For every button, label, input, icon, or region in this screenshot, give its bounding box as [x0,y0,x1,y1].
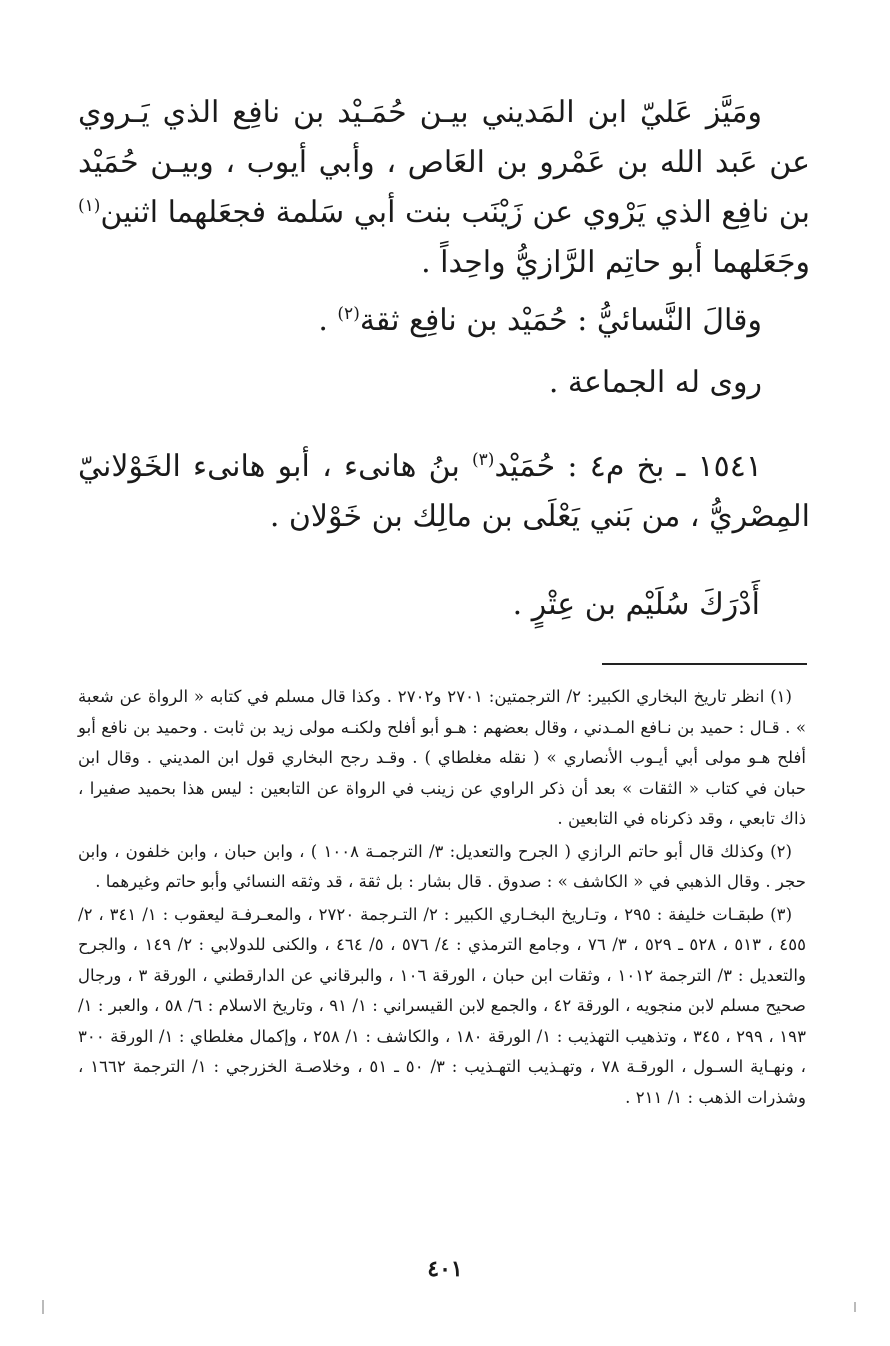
scan-edge-mark [854,1302,856,1312]
footnote-ref-3[interactable]: (٣) [472,450,495,470]
paragraph-text: أَدْرَكَ سُلَيْم بن عِتْرٍ . [512,587,760,622]
main-text [78,88,810,630]
paragraph-distinction [78,88,810,288]
footnote-ref-2[interactable]: (٢) [337,304,360,324]
footnotes-section [78,682,806,1115]
scan-edge-mark [42,1300,44,1314]
footnote-ref-1[interactable]: (١) [78,196,101,216]
paragraph-text-end: . [318,303,338,338]
paragraph-text: وقالَ النَّسائيُّ : حُمَيْد بن نافِع ثقة [359,303,762,338]
paragraph-text: روى له الجماعة . [548,365,762,400]
footnote-divider [602,663,807,665]
footnote-3: (٣) طبقـات خليفة : ٢٩٥ ، وتـاريخ البخـاري الكبير : ٢/ التـرجمة ٢٧٢٠ ، والمعـرفـة ليعقوب : ١/ ٣٤١ ، ٢/ ٤٥٥ ، ٥١٣ ، ٥٢٨ ـ ٥٢٩ ، ٣/ ٧٦ ، وجامع الترمذي : ٤/ ٥٧٦ ، ٥/ ٤٦٤ ، والكنى للدولابي : ٢/ ١٤٩ ، والجرح والتعديل : ٣/ الترجمة ١٠١٢ ، وثقات ابن حبان ، الورقة ١٠٦ ، والبرقاني عن الدارقطني ، الورقة ٣ ، ورجال صحيح مسلم لابن منجويه ، الورقة ٤٢ ، والجمع لابن القيسراني : ١/ ٩١ ، وتاريخ الاسلام : ٦/ ٥٨ ، والعبر : ١/ ١٩٣ ، ٢٩٩ ، ٣٤٥ ، وتذهيب التهذيب : ١/ الورقة ١٨٠ ، والكاشف : ١/ ٢٥٨ ، وإكمال مغلطاي : ١/ الورقة ٣٠٠ ، ونهـاية السـول ، الورقـة ٧٨ ، وتهـذيب التهـذيب : ٣/ ٥٠ ـ ٥١ ، وخلاصـة الخزرجي : ١/ الترجمة ١٦٦٢ ، وشذرات الذهب : ١/ ٢١١ . [78,904,807,1107]
entry-title-end: بنُ هانىء ، أبو هانىء الخَوْلانيّ المِصْريُّ ، من بَني يَعْلَى بن مالِك بن خَوْلان . [78,449,810,534]
footnote-1: (١) انظر تاريخ البخاري الكبير: ٢/ الترجمتين: ٢٧٠١ و٢٧٠٢ . وكذا قال مسلم في كتابه « الرواة عن شعبة » . قـال : حميد بن نـافع المـدني ، وقال بعضهم : هـو أبو أفلح ولكنـه مولى زيد بن ثابت . وحميد بن نافع أبو أفلح هـو مولى أبي أيـوب الأنصاري » ( نقله مغلطاي ) . وقـد رجح البخاري قول ابن المديني . وقال ابن حبان في كتاب « الثقات » بعد أن ذكر الراوي عن زينب في الرواة عن التابعين : ليس هذا بحميد صفيرا ، ذاك تابعي ، وقد ذكرناه في التابعين . [78,687,806,828]
page-number: ٤٠١ [427,1256,463,1282]
paragraph-text: ومَيَّز عَليّ ابن المَديني بيـن حُمَـيْد بن نافِع الذي يَـروي عن عَبد الله بن عَمْرو بن العَاص ، وأبي أيوب ، وبيـن حُمَيْد بن نافِع الذي يَرْوي عن زَيْنَب بنت أبي سَلمة فجعَلهما اثنين [78,95,810,230]
footnote-2: (٢) وكذلك قال أبو حاتم الرازي ( الجرح والتعديل: ٣/ الترجمـة ١٠٠٨ ) ، وابن حبان ، وابن خلفون ، وابن حجر . وقال الذهبي في « الكاشف » : صدوق . قال بشار : بل ثقة ، قد وثقه النسائي وأبو حاتم وغيرهما . [78,841,806,891]
entry-heading-1541 [78,442,810,542]
paragraph-narrators [78,358,810,408]
paragraph-nasai [78,296,810,346]
entry-title: ١٥٤١ ـ بخ م٤ : حُمَيْد [494,449,763,484]
paragraph-adraka [78,580,810,630]
paragraph-text-end: وجَعَلهما أبو حاتِم الرَّازيُّ واحِداً . [421,245,810,280]
